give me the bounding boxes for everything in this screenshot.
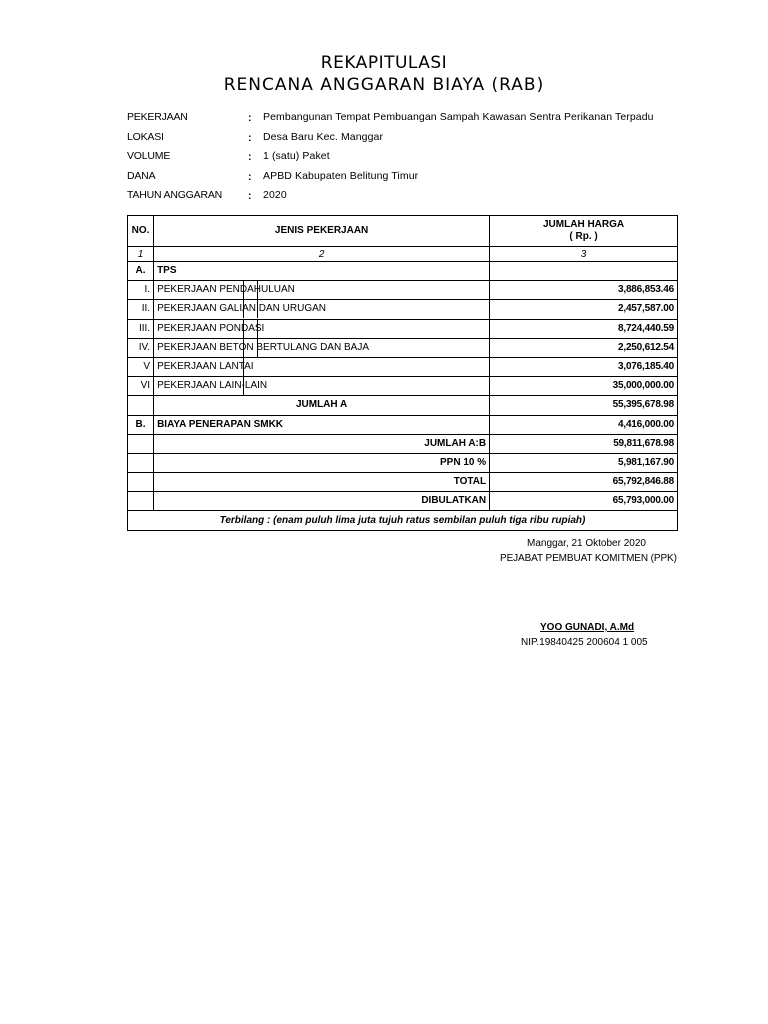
item-price: 8,724,440.59 <box>490 319 678 338</box>
item-no: IV. <box>128 338 154 357</box>
jumlah-a-price: 55,395,678.98 <box>490 396 678 415</box>
info-row-pekerjaan <box>127 111 687 131</box>
total-price: 5,981,167.90 <box>490 453 678 472</box>
item-label-text: PEKERJAAN GALIAN DAN URUGAN <box>157 303 327 315</box>
cell-divider <box>257 338 258 357</box>
info-label: LOKASI <box>127 130 164 143</box>
info-value: Pembangunan Tempat Pembuangan Sampah Kawasan Sentra Perikanan Terpadu <box>263 111 654 123</box>
signature-nip: NIP.19840425 200604 1 005 <box>521 637 648 648</box>
cell-divider <box>243 280 244 299</box>
item-label-text: PEKERJAAN PONDASI <box>157 322 265 334</box>
total-row <box>128 473 678 492</box>
total-label: DIBULATKAN <box>154 492 490 511</box>
cell-divider <box>243 357 244 376</box>
info-colon: : <box>248 131 252 144</box>
table-row <box>128 357 678 376</box>
table-row <box>128 281 678 300</box>
terbilang-text: Terbilang : (enam puluh lima juta tujuh ratus sembilan puluh tiga ribu rupiah) <box>128 511 678 530</box>
info-value: 1 (satu) Paket <box>263 150 330 162</box>
header-price-line1: JUMLAH HARGA <box>543 219 625 230</box>
cell-divider <box>257 299 258 318</box>
project-info <box>127 111 687 209</box>
signature-role: PEJABAT PEMBUAT KOMITMEN (PPK) <box>500 553 677 564</box>
info-value: 2020 <box>263 189 287 201</box>
total-label: PPN 10 % <box>154 453 490 472</box>
section-price <box>490 262 678 281</box>
info-colon: : <box>248 151 252 163</box>
item-price: 3,886,853.46 <box>490 281 678 300</box>
info-value: Desa Baru Kec. Manggar <box>263 130 384 143</box>
cell-divider <box>257 319 258 338</box>
cell-divider <box>243 338 244 357</box>
section-price: 4,416,000.00 <box>490 415 678 434</box>
item-no: II. <box>128 300 154 319</box>
total-price: 65,793,000.00 <box>490 492 678 511</box>
table-row <box>128 338 678 357</box>
item-price: 35,000,000.00 <box>490 377 678 396</box>
info-colon: : <box>248 190 252 202</box>
item-price: 3,076,185.40 <box>490 357 678 376</box>
column-number: 3 <box>490 247 678 262</box>
header-job: JENIS PEKERJAAN <box>154 216 490 247</box>
total-label: TOTAL <box>154 473 490 492</box>
empty-cell <box>128 492 154 511</box>
empty-cell <box>128 396 154 415</box>
document-subtitle: RENCANA ANGGARAN BIAYA (RAB) <box>223 75 545 95</box>
document-title: REKAPITULASI <box>320 53 448 73</box>
total-price: 65,792,846.88 <box>490 473 678 492</box>
header-no: NO. <box>128 216 154 247</box>
empty-cell <box>128 453 154 472</box>
empty-cell <box>128 473 154 492</box>
item-no: III. <box>128 319 154 338</box>
item-label <box>154 300 490 319</box>
total-row <box>128 434 678 453</box>
terbilang-row <box>128 511 678 530</box>
section-label: BIAYA PENERAPAN SMKK <box>154 415 490 434</box>
table-row <box>128 377 678 396</box>
header-price <box>490 216 678 247</box>
column-number-row <box>128 247 678 262</box>
total-label: JUMLAH A:B <box>154 434 490 453</box>
info-row-dana <box>127 170 687 190</box>
column-number: 2 <box>154 247 490 262</box>
info-label: VOLUME <box>127 150 171 162</box>
item-label-text: PEKERJAAN LAIN-LAIN <box>157 380 268 392</box>
item-no: I. <box>128 281 154 300</box>
item-label <box>154 319 490 338</box>
item-no: VI <box>128 377 154 396</box>
total-row <box>128 492 678 511</box>
info-colon: : <box>248 170 252 183</box>
total-row <box>128 453 678 472</box>
item-label <box>154 357 490 376</box>
item-label <box>154 281 490 300</box>
signature-place-date: Manggar, 21 Oktober 2020 <box>527 538 646 549</box>
total-price: 59,811,678.98 <box>490 434 678 453</box>
section-label: TPS <box>154 262 490 281</box>
jumlah-a-label: JUMLAH A <box>154 396 490 415</box>
info-label: TAHUN ANGGARAN <box>127 189 223 201</box>
cell-divider <box>257 280 258 299</box>
item-label-text: PEKERJAAN BETON BERTULANG DAN BAJA <box>157 341 369 353</box>
table-row <box>128 319 678 338</box>
item-price: 2,457,587.00 <box>490 300 678 319</box>
item-label <box>154 338 490 357</box>
signature-name: YOO GUNADI, A.Md <box>540 622 635 633</box>
item-label-text: PEKERJAAN LANTAI <box>157 361 254 373</box>
cell-divider <box>243 319 244 338</box>
jumlah-a-row <box>128 396 678 415</box>
info-row-lokasi <box>127 131 687 151</box>
info-row-tahun-anggaran <box>127 189 687 209</box>
table-header-row <box>128 216 678 247</box>
info-value: APBD Kabupaten Belitung Timur <box>263 169 419 182</box>
info-row-volume <box>127 150 687 170</box>
section-b-row <box>128 415 678 434</box>
info-label: PEKERJAAN <box>127 111 188 123</box>
section-no: A. <box>128 262 154 281</box>
empty-cell <box>128 434 154 453</box>
header-price-line2: ( Rp. ) <box>569 231 598 242</box>
item-no: V <box>128 357 154 376</box>
cell-divider <box>243 299 244 318</box>
section-a-row <box>128 262 678 281</box>
item-label-text: PEKERJAAN PENDAHULUAN <box>157 284 295 296</box>
item-label <box>154 377 490 396</box>
info-label: DANA <box>127 169 156 182</box>
info-colon: : <box>248 112 252 124</box>
item-price: 2,250,612.54 <box>490 338 678 357</box>
rab-table <box>127 215 678 531</box>
section-no: B. <box>128 415 154 434</box>
column-number: 1 <box>128 247 154 262</box>
table-row <box>128 300 678 319</box>
cell-divider <box>243 376 244 395</box>
